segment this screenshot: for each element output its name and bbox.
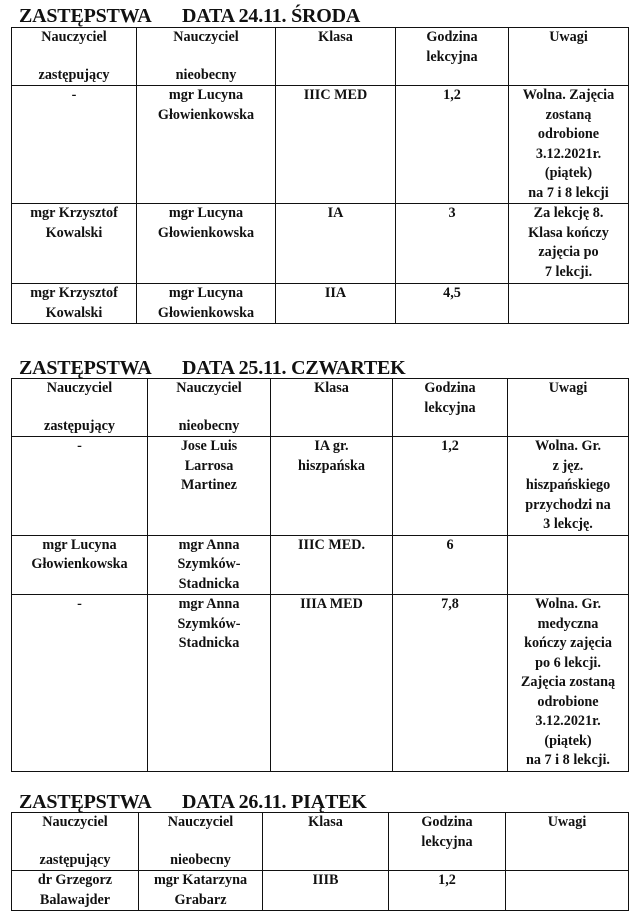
cell-hours: 1,2 (393, 437, 508, 536)
table-row (12, 204, 629, 284)
cell-class: IIIC MED (276, 86, 396, 204)
cell-notes (506, 871, 629, 911)
cell-absent: Jose Luis Larrosa Martinez (148, 437, 271, 536)
cell-class: IIA (276, 284, 396, 324)
cell-notes: Za lekcję 8. Klasa kończy zajęcia po 7 lekcji. (509, 204, 629, 284)
cell-substitute: - (12, 437, 148, 536)
section-title (11, 6, 628, 26)
cell-hours: 7,8 (393, 595, 508, 772)
cell-class: IA (276, 204, 396, 284)
section-heading: ZASTĘPSTWA (19, 5, 152, 27)
cell-notes: Wolna. Gr. medyczna kończy zajęcia po 6 lekcji. Zajęcia zostaną odrobione 3.12.2021r. (piątek) na 7 i 8 lekcji. (508, 595, 629, 772)
table-row (12, 437, 629, 536)
cell-class: IIIA MED (271, 595, 393, 772)
table-row (12, 595, 629, 772)
table-header-row (12, 379, 629, 437)
header-class: Klasa (276, 28, 396, 86)
cell-substitute: dr Grzegorz Balawajder (12, 871, 139, 911)
table-row (12, 284, 629, 324)
section-title (11, 792, 628, 812)
header-hours: Godzina lekcyjna (393, 379, 508, 437)
cell-substitute: mgr Krzysztof Kowalski (12, 204, 137, 284)
cell-notes (509, 284, 629, 324)
section-date: DATA 26.11. PIĄTEK (182, 791, 367, 813)
cell-substitute: mgr Lucyna Głowienkowska (12, 535, 148, 595)
cell-absent: mgr Anna Szymków- Stadnicka (148, 535, 271, 595)
header-class: Klasa (263, 813, 389, 871)
cell-class: IIIB (263, 871, 389, 911)
header-notes: Uwagi (508, 379, 629, 437)
table-row (12, 871, 629, 911)
header-absent: Nauczyciel nieobecny (139, 813, 263, 871)
cell-absent: mgr Katarzyna Grabarz (139, 871, 263, 911)
section-date: DATA 24.11. ŚRODA (182, 5, 361, 27)
cell-substitute: - (12, 595, 148, 772)
table-row (12, 86, 629, 204)
cell-absent: mgr Lucyna Głowienkowska (137, 86, 276, 204)
cell-hours: 6 (393, 535, 508, 595)
header-hours: Godzina lekcyjna (389, 813, 506, 871)
cell-absent: mgr Lucyna Głowienkowska (137, 284, 276, 324)
table-row (12, 535, 629, 595)
cell-hours: 1,2 (396, 86, 509, 204)
section-26-11 (11, 792, 628, 911)
section-25-11 (11, 358, 628, 772)
header-notes: Uwagi (509, 28, 629, 86)
header-notes: Uwagi (506, 813, 629, 871)
cell-class: IA gr. hiszpańska (271, 437, 393, 536)
substitutions-table (11, 378, 629, 772)
header-substitute: Nauczyciel zastępujący (12, 28, 137, 86)
cell-notes: Wolna. Zajęcia zostaną odrobione 3.12.2021r. (piątek) na 7 i 8 lekcji (509, 86, 629, 204)
cell-substitute: mgr Krzysztof Kowalski (12, 284, 137, 324)
table-header-row (12, 813, 629, 871)
cell-hours: 4,5 (396, 284, 509, 324)
cell-notes (508, 535, 629, 595)
cell-hours: 1,2 (389, 871, 506, 911)
section-heading: ZASTĘPSTWA (19, 791, 152, 813)
section-title (11, 358, 628, 378)
section-24-11 (11, 6, 628, 324)
header-substitute: Nauczyciel zastępujący (12, 379, 148, 437)
header-absent: Nauczyciel nieobecny (137, 28, 276, 86)
header-class: Klasa (271, 379, 393, 437)
cell-substitute: - (12, 86, 137, 204)
cell-absent: mgr Anna Szymków- Stadnicka (148, 595, 271, 772)
header-absent: Nauczyciel nieobecny (148, 379, 271, 437)
table-header-row (12, 28, 629, 86)
substitutions-table (11, 27, 629, 324)
cell-class: IIIC MED. (271, 535, 393, 595)
cell-hours: 3 (396, 204, 509, 284)
section-date: DATA 25.11. CZWARTEK (182, 357, 406, 379)
cell-absent: mgr Lucyna Głowienkowska (137, 204, 276, 284)
header-hours: Godzina lekcyjna (396, 28, 509, 86)
substitutions-table (11, 812, 629, 911)
header-substitute: Nauczyciel zastępujący (12, 813, 139, 871)
section-heading: ZASTĘPSTWA (19, 357, 152, 379)
cell-notes: Wolna. Gr. z jęz. hiszpańskiego przychodzi na 3 lekcję. (508, 437, 629, 536)
